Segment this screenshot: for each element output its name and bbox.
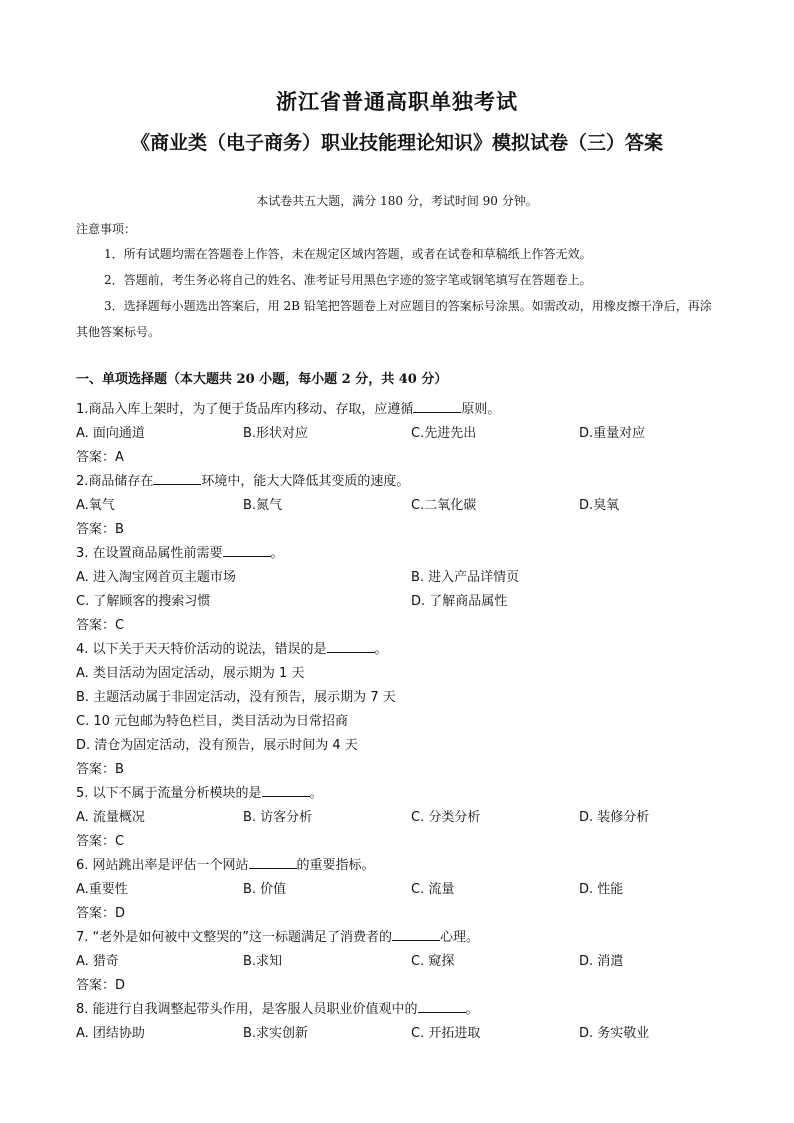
- option-c: C. 开拓进取: [411, 1026, 481, 1041]
- option-c: C. 窥探: [411, 954, 455, 969]
- stem-text: 6. 网站跳出率是评估一个网站: [76, 858, 249, 873]
- question-stem: [76, 470, 409, 489]
- answer-line: 答案：B: [76, 522, 124, 537]
- page-title: 浙江省普通高职单独考试: [276, 90, 518, 114]
- option-b: B. 价值: [243, 882, 287, 897]
- option-a: A.氧气: [76, 498, 115, 513]
- option-b: B.求实创新: [243, 1026, 309, 1041]
- answer-line: 答案：A: [76, 450, 124, 465]
- option-b: B.氮气: [243, 498, 283, 513]
- option-c: C. 流量: [411, 882, 455, 897]
- page-subtitle: 《商业类（电子商务）职业技能理论知识》模拟试卷（三）答案: [130, 132, 663, 154]
- option-a: A.重要性: [76, 882, 128, 897]
- stem-text: 。: [309, 786, 323, 801]
- option-d: D. 消遣: [579, 954, 624, 969]
- answer-line: 答案：C: [76, 618, 125, 633]
- stem-text: 3. 在设置商品属性前需要: [76, 546, 223, 561]
- option-b: B. 主题活动属于非固定活动，没有预告，展示期为 7 天: [76, 690, 396, 705]
- answer-blank: [413, 400, 461, 413]
- answer-line: 答案：D: [76, 978, 126, 993]
- answer-line: 答案：B: [76, 762, 124, 777]
- question-stem: [76, 926, 479, 945]
- notes-heading: 注意事项：: [76, 222, 137, 236]
- answer-line: 答案：C: [76, 834, 125, 849]
- option-a: A. 流量概况: [76, 810, 145, 825]
- option-d: D.臭氧: [579, 498, 620, 513]
- stem-text: 5. 以下不属于流量分析模块的是: [76, 786, 262, 801]
- answer-blank: [153, 472, 201, 485]
- option-d: D.重量对应: [579, 426, 646, 441]
- option-a: A. 面向通道: [76, 426, 145, 441]
- stem-text: 7. “老外是如何被中文整哭的”这一标题满足了消费者的: [76, 930, 393, 945]
- option-a: A. 猎奇: [76, 954, 119, 969]
- answer-blank: [262, 784, 310, 797]
- option-a: A. 团结协助: [76, 1026, 145, 1041]
- option-b: B. 访客分析: [243, 810, 313, 825]
- option-c: C. 10 元包邮为特色栏目，类目活动为日常招商: [76, 714, 349, 729]
- stem-text: 8. 能进行自我调整起带头作用，是客服人员职业价值观中的: [76, 1002, 418, 1017]
- option-d: D. 装修分析: [579, 810, 650, 825]
- option-d: D. 性能: [579, 882, 624, 897]
- answer-blank: [249, 856, 297, 869]
- stem-text: 2.商品储存在: [76, 474, 154, 489]
- stem-text: 环境中，能大大降低其变质的速度。: [201, 474, 410, 489]
- stem-text: 4. 以下关于天天特价活动的说法，错误的是: [76, 642, 327, 657]
- note-item: 2．答题前，考生务必将自己的姓名、准考证号用黑色字迹的签字笔或钢笔填写在答题卷上。: [104, 273, 592, 287]
- option-b: B. 进入产品详情页: [411, 570, 520, 585]
- stem-text: 心理。: [440, 930, 480, 945]
- question-stem: [76, 854, 375, 873]
- option-d: D. 了解商品属性: [411, 594, 508, 609]
- answer-blank: [418, 1000, 466, 1013]
- answer-blank: [392, 928, 440, 941]
- stem-text: 。: [270, 546, 284, 561]
- option-d: D. 务实敬业: [579, 1026, 650, 1041]
- option-a: A. 类目活动为固定活动，展示期为 1 天: [76, 666, 305, 681]
- answer-blank: [327, 640, 375, 653]
- stem-text: 的重要指标。: [296, 858, 375, 873]
- option-b: B.求知: [243, 954, 283, 969]
- section-heading: 一、单项选择题（本大题共 20 小题，每小题 2 分，共 40 分）: [76, 372, 448, 387]
- option-d: D. 清仓为固定活动，没有预告，展示时间为 4 天: [76, 738, 358, 753]
- note-item: 3．选择题每小题选出答案后，用 2B 铅笔把答题卷上对应题目的答案标号涂黑。如需改动，用橡皮擦干净后，再涂其他答案标号。: [76, 299, 712, 339]
- answer-blank: [223, 544, 271, 557]
- question-stem: [76, 638, 388, 657]
- question-stem: [76, 782, 323, 801]
- option-c: C. 分类分析: [411, 810, 481, 825]
- answer-line: 答案：D: [76, 906, 126, 921]
- stem-text: 原则。: [461, 402, 501, 417]
- question-stem: [76, 398, 500, 417]
- note-item: 1．所有试题均需在答题卷上作答，未在规定区域内答题，或者在试卷和草稿纸上作答无效。: [104, 247, 592, 261]
- option-b: B.形状对应: [243, 426, 309, 441]
- stem-text: 。: [374, 642, 388, 657]
- option-c: C. 了解顾客的搜索习惯: [76, 594, 211, 609]
- question-stem: [76, 542, 284, 561]
- stem-text: 。: [465, 1002, 479, 1017]
- stem-text: 1.商品入库上架时，为了便于货品库内移动、存取，应遵循: [76, 402, 414, 417]
- exam-intro: 本试卷共五大题，满分 180 分，考试时间 90 分钟。: [256, 194, 538, 208]
- question-stem: [76, 998, 479, 1017]
- option-c: C.二氧化碳: [411, 498, 477, 513]
- option-a: A. 进入淘宝网首页主题市场: [76, 570, 236, 585]
- option-c: C.先进先出: [411, 426, 477, 441]
